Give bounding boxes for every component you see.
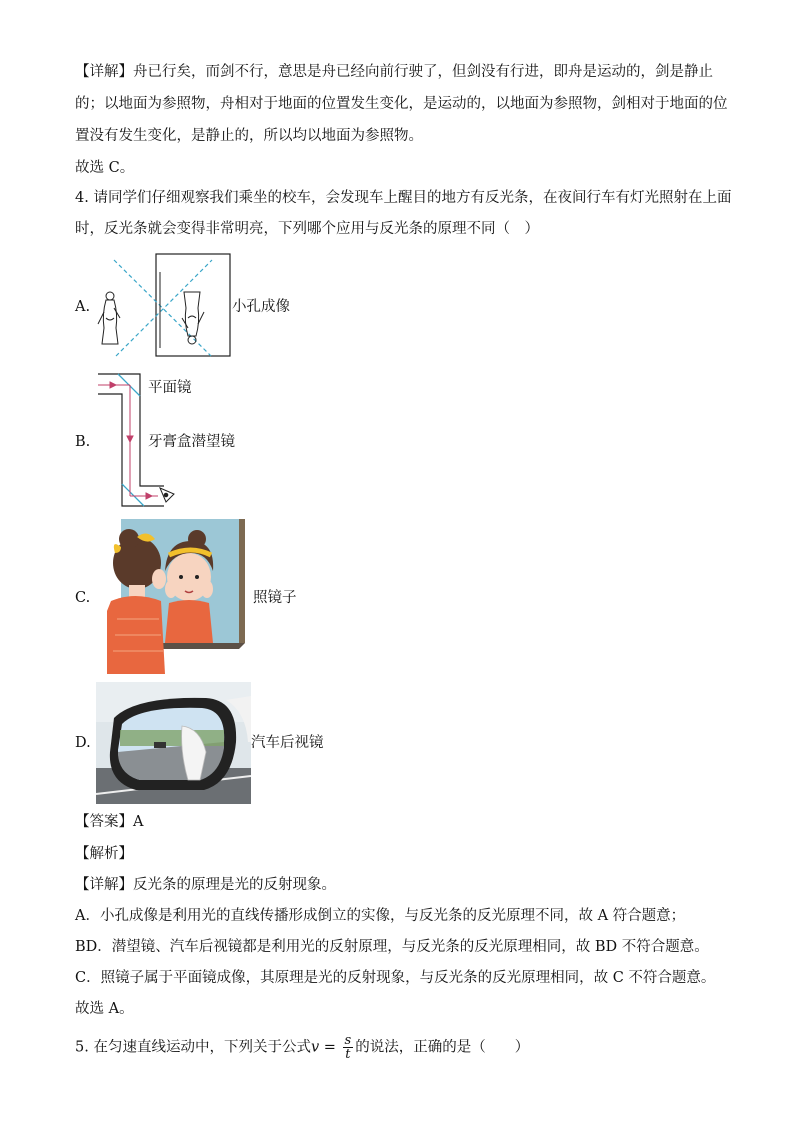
option-b-letter: B. [75, 434, 91, 450]
plane-mirror-label: 平面镜 [148, 380, 192, 396]
pinhole-imaging-figure [96, 252, 234, 360]
formula-numerator: s [344, 1033, 352, 1048]
eye-icon [160, 488, 174, 502]
conclusion-line: 故选 C。 [75, 160, 135, 176]
mirror-girl-figure [107, 519, 247, 674]
answer-heading: 【答案】A [75, 814, 144, 830]
option-a-letter: A. [75, 299, 91, 315]
car-mirror-figure [96, 682, 251, 804]
analysis-heading: 【解析】 [75, 846, 133, 862]
option-a-caption: 小孔成像 [232, 299, 290, 315]
question-4-line: 时，反光条就会变得非常明亮，下列哪个应用与反光条的原理不同（ ） [75, 221, 539, 237]
formula-equals: = [319, 1039, 341, 1056]
option-d-letter: D. [75, 735, 91, 751]
option-c-letter: C. [75, 590, 91, 606]
question-5-prefix: 5. 在匀速直线运动中，下列关于公式 [75, 1039, 311, 1056]
option-d-caption: 汽车后视镜 [251, 735, 324, 751]
detail-line: 【详解】反光条的原理是光的反射现象。 [75, 877, 336, 893]
detail-line: BD．潜望镜、汽车后视镜都是利用光的反射原理，与反光条的反光原理相同，故 BD 不符合题意。 [75, 939, 709, 955]
conclusion-line: 故选 A。 [75, 1001, 134, 1017]
detail-line: 的；以地面为参照物，舟相对于地面的位置发生变化，是运动的，以地面为参照物，剑相对于地面的位 [75, 96, 728, 112]
detail-line: C．照镜子属于平面镜成像，其原理是光的反射现象，与反光条的反光原理相同，故 C 不符合题意。 [75, 970, 716, 986]
detail-line: A．小孔成像是利用光的直线传播形成倒立的实像，与反光条的反光原理不同，故 A 符合题意； [75, 908, 686, 924]
detail-line: 【详解】舟已行矣，而剑不行，意思是舟已经向前行驶了，但剑没有行进，即舟是运动的，剑是静止 [75, 64, 713, 80]
question-5-suffix: 的说法，正确的是（ ） [355, 1039, 530, 1056]
question-4-line: 4. 请同学们仔细观察我们乘坐的校车，会发现车上醒目的地方有反光条，在夜间行车有灯光照射在上面 [75, 190, 732, 206]
option-b-caption: 牙膏盒潜望镜 [148, 434, 235, 450]
detail-line: 置没有发生变化，是静止的，所以均以地面为参照物。 [75, 128, 423, 144]
formula-denominator: t [345, 1047, 351, 1062]
formula-v: v [310, 1039, 320, 1056]
question-5-line [75, 1034, 529, 1061]
option-c-caption: 照镜子 [253, 590, 297, 606]
formula-fraction [343, 1034, 354, 1061]
